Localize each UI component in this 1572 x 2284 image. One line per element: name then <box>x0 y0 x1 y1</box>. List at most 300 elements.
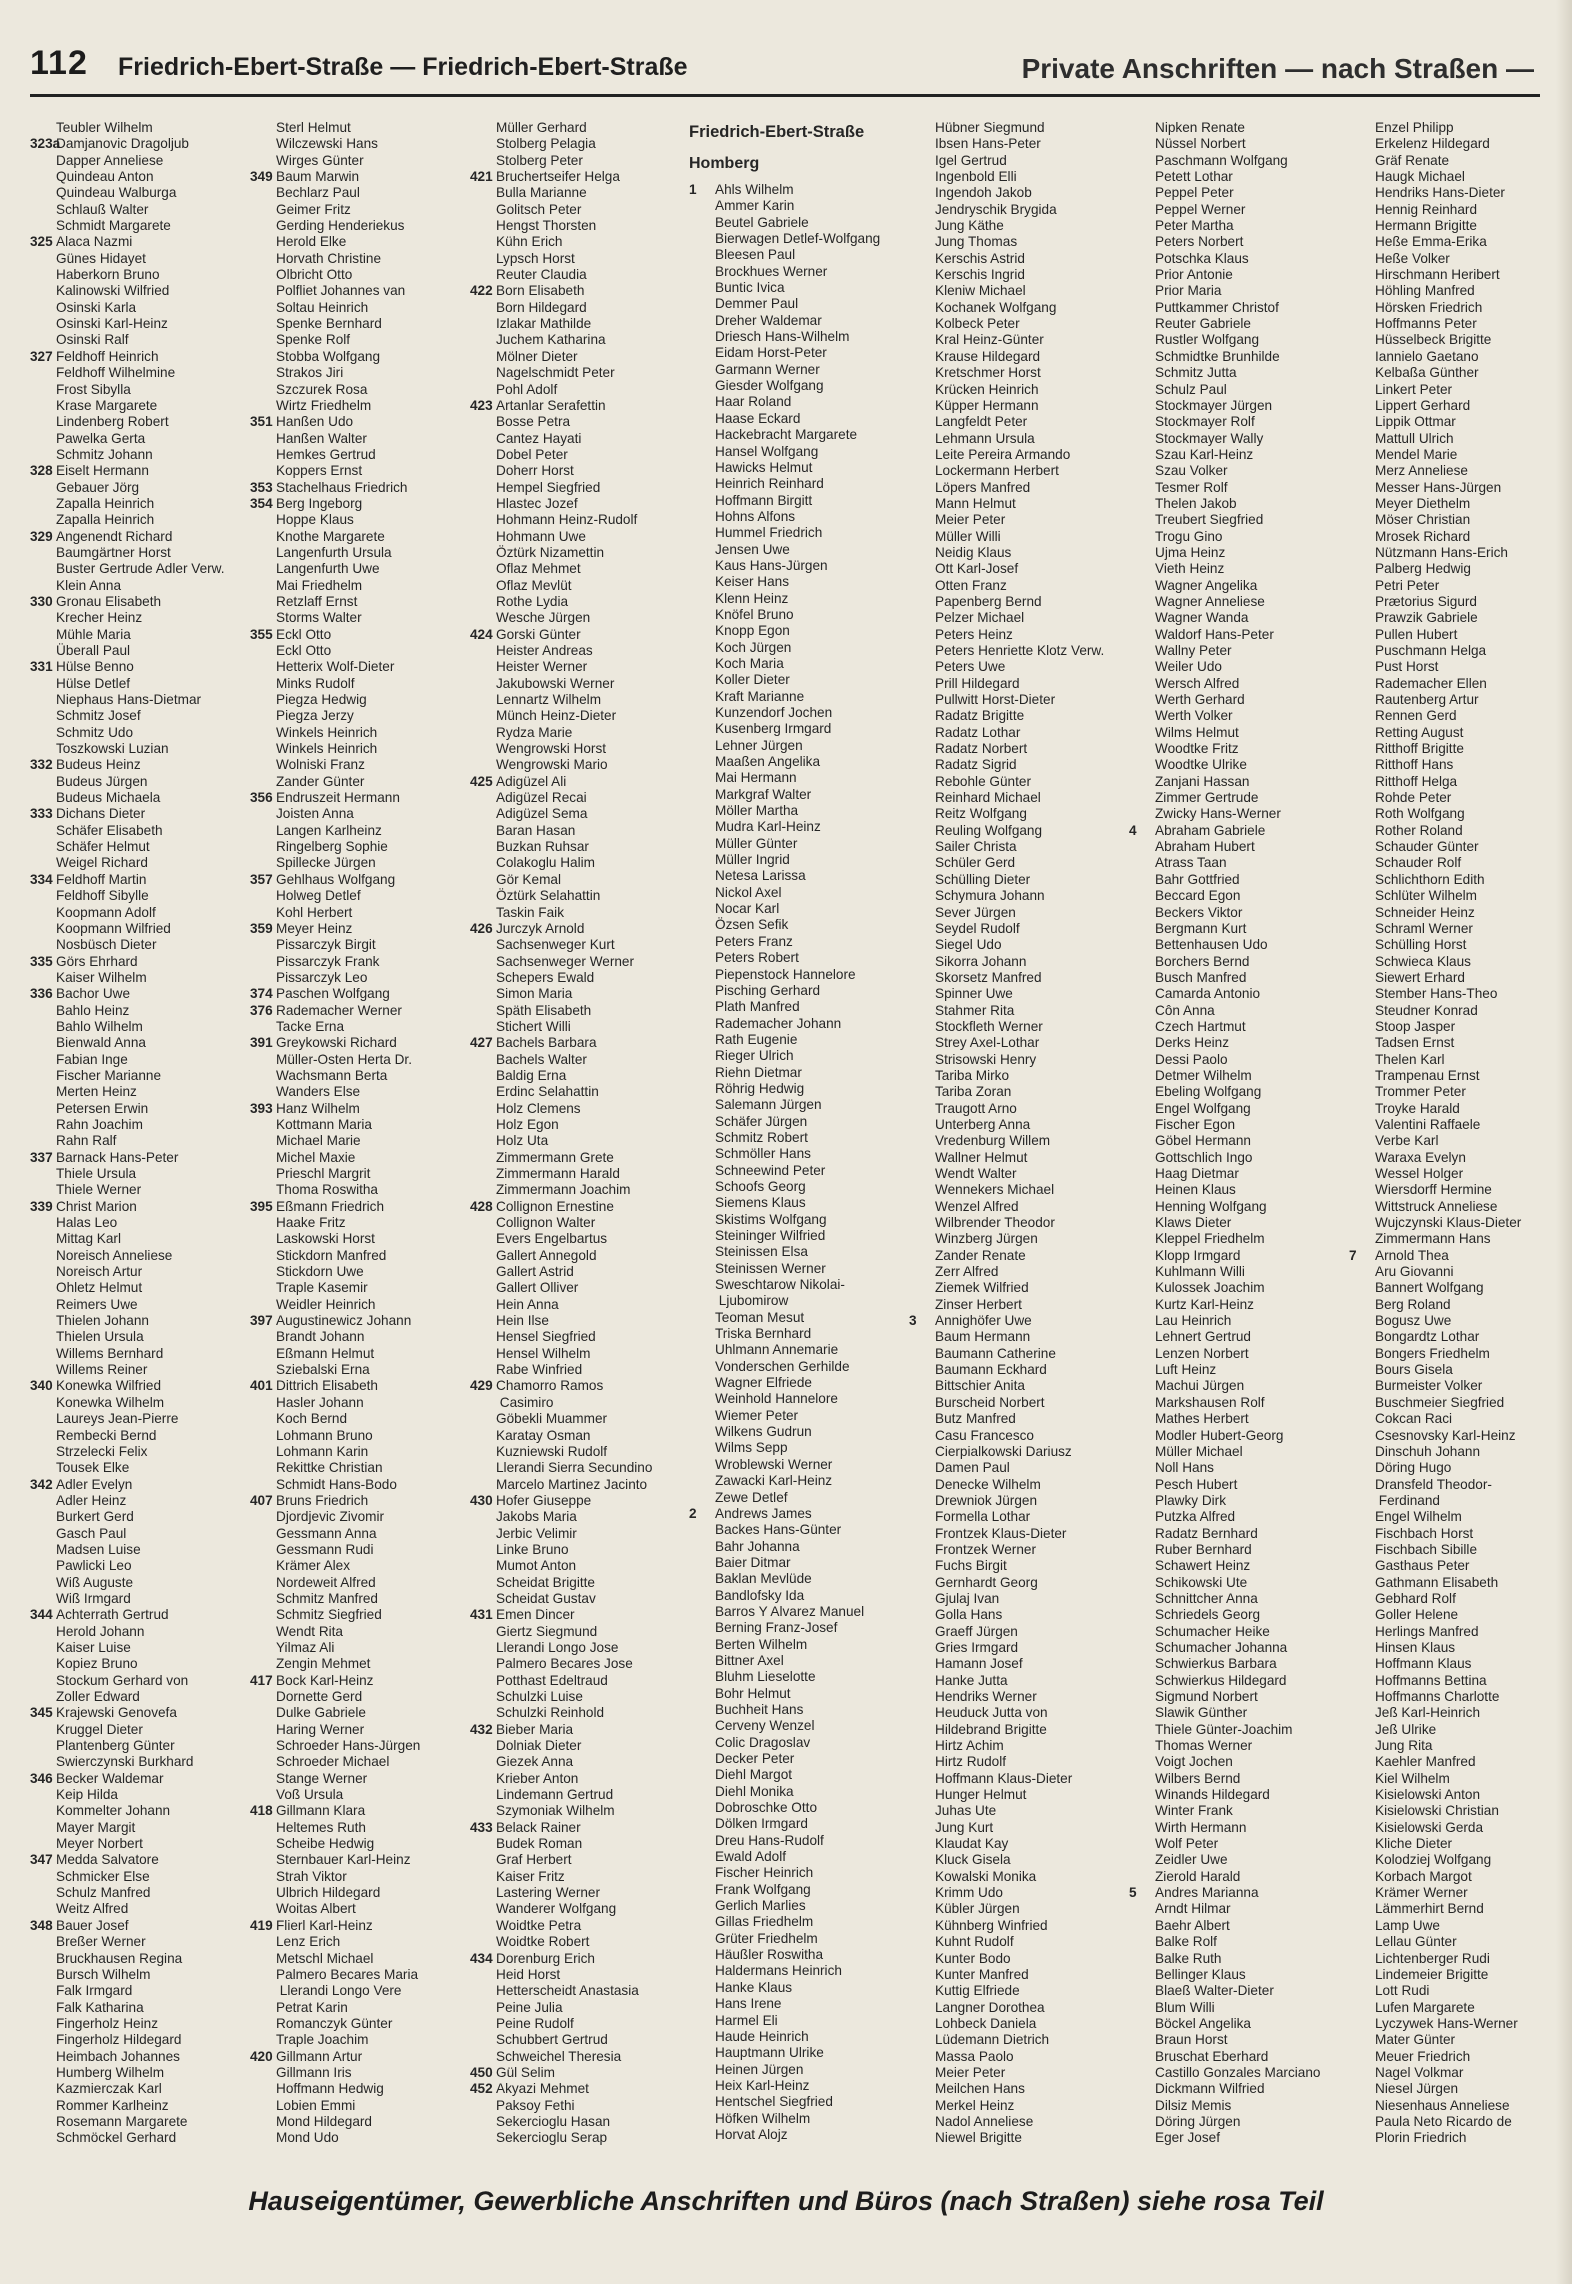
resident-name: Nordeweit Alfred <box>276 1574 376 1590</box>
address-entry <box>1129 1477 1349 1493</box>
address-entry <box>1129 267 1349 283</box>
resident-name: Uhlmann Annemarie <box>715 1342 839 1358</box>
address-entry <box>1129 1444 1349 1460</box>
address-entry <box>909 1803 1129 1819</box>
address-entry <box>689 215 909 231</box>
resident-name: Pawlicki Leo <box>56 1558 132 1574</box>
house-number: 335 <box>30 953 53 969</box>
district-heading: Homberg <box>689 155 760 172</box>
resident-name: Gerding Henderiekus <box>276 218 405 234</box>
resident-name: Wolf Peter <box>1155 1836 1219 1852</box>
address-entry <box>30 1656 250 1672</box>
resident-name: Teubler Wilhelm <box>56 120 153 135</box>
address-entry <box>250 610 470 626</box>
resident-name: Schumacher Heike <box>1155 1623 1270 1639</box>
address-entry <box>470 251 689 267</box>
resident-name: Wilms Sepp <box>715 1440 788 1456</box>
resident-name: Treubert Siegfried <box>1155 512 1264 528</box>
address-entry <box>689 721 909 737</box>
resident-name: Gorski Günter <box>496 626 581 642</box>
address-entry <box>30 1182 250 1198</box>
resident-name: Baier Ditmar <box>715 1554 791 1570</box>
address-entry <box>470 561 689 577</box>
resident-name: Hummel Friedrich <box>715 525 823 541</box>
address-entry <box>30 1166 250 1182</box>
address-entry <box>30 1297 250 1313</box>
address-entry <box>689 1588 909 1604</box>
address-entry <box>470 1705 689 1721</box>
address-entry <box>909 986 1129 1002</box>
address-entry <box>1349 1313 1545 1329</box>
resident-name: Schepers Ewald <box>496 969 595 985</box>
resident-name: Otten Franz <box>935 577 1007 593</box>
resident-name: Gronau Elisabeth <box>56 593 162 609</box>
resident-name: Noll Hans <box>1155 1460 1214 1476</box>
address-entry <box>250 218 470 234</box>
resident-name: Hoffmann Klaus <box>1375 1656 1472 1672</box>
resident-name: Ljubomirow <box>715 1293 789 1309</box>
resident-name: Wanderer Wolfgang <box>496 1901 617 1917</box>
address-entry <box>250 496 470 512</box>
resident-name: Schriedels Georg <box>1155 1607 1261 1623</box>
house-number: 344 <box>30 1607 53 1623</box>
address-entry <box>1129 1607 1349 1623</box>
resident-name: Baumgärtner Horst <box>56 544 171 560</box>
resident-name: Wolniski Franz <box>276 757 365 773</box>
resident-name: Werth Gerhard <box>1155 692 1245 708</box>
resident-name: Pohl Adolf <box>496 381 558 397</box>
address-entry <box>1349 676 1545 692</box>
resident-name: Feldhoff Heinrich <box>56 348 159 364</box>
address-entry <box>470 594 689 610</box>
address-entry <box>30 627 250 643</box>
address-entry <box>470 839 689 855</box>
resident-name: Reimers Uwe <box>56 1296 138 1312</box>
address-entry <box>909 725 1129 741</box>
address-entry <box>470 1346 689 1362</box>
address-entry <box>470 823 689 839</box>
resident-name: Knothe Margarete <box>276 528 385 544</box>
resident-name: Lennartz Wilhelm <box>496 692 602 708</box>
resident-name: Gebauer Jörg <box>56 479 140 495</box>
address-entry <box>1349 1068 1545 1084</box>
address-entry <box>1349 2016 1545 2032</box>
address-entry <box>689 1146 909 1162</box>
address-entry <box>470 169 689 185</box>
resident-name: Lindemeier Brigitte <box>1375 1966 1489 1982</box>
resident-name: Weiler Udo <box>1155 659 1222 675</box>
address-entry <box>1349 1983 1545 1999</box>
resident-name: Plorin Friedrich <box>1375 2130 1467 2146</box>
address-entry <box>250 1526 470 1542</box>
address-entry <box>1129 692 1349 708</box>
resident-name: Stockmayer Jürgen <box>1155 397 1273 413</box>
address-entry <box>1349 937 1545 953</box>
address-entry <box>470 1215 689 1231</box>
resident-name: Gillmann Artur <box>276 2048 363 2064</box>
resident-name: Bienwald Anna <box>56 1035 146 1051</box>
address-entry <box>909 283 1129 299</box>
resident-name: Abraham Hubert <box>1155 839 1255 855</box>
resident-name: Haase Eckard <box>715 410 801 426</box>
address-entry <box>250 1771 470 1787</box>
address-entry <box>689 868 909 884</box>
resident-name: Löpers Manfred <box>935 479 1031 495</box>
resident-name: Schäfer Elisabeth <box>56 822 163 838</box>
resident-name: Jung Käthe <box>935 218 1004 234</box>
address-entry <box>689 1963 909 1979</box>
address-entry <box>1129 169 1349 185</box>
resident-name: Müller Günter <box>715 835 798 851</box>
address-entry <box>909 1983 1129 1999</box>
resident-name: Siemens Klaus <box>715 1195 806 1211</box>
resident-name: Winands Hildegard <box>1155 1787 1270 1803</box>
address-entry <box>30 937 250 953</box>
address-entry <box>1349 2032 1545 2048</box>
resident-name: Peters Robert <box>715 950 799 966</box>
address-entry <box>470 1509 689 1525</box>
address-entry <box>909 855 1129 871</box>
address-entry <box>250 1084 470 1100</box>
address-entry <box>909 708 1129 724</box>
resident-name: Hasler Johann <box>276 1394 364 1410</box>
address-entry <box>250 757 470 773</box>
address-entry <box>250 283 470 299</box>
resident-name: Heinen Jürgen <box>715 2061 804 2077</box>
address-entry <box>689 1065 909 1081</box>
resident-name: Möser Christian <box>1375 512 1471 528</box>
resident-name: Radatz Brigitte <box>935 708 1025 724</box>
address-entry <box>1349 251 1545 267</box>
address-entry <box>1129 2130 1349 2146</box>
resident-name: Hülse Detlef <box>56 675 131 691</box>
address-entry <box>250 1934 470 1950</box>
address-entry <box>250 1852 470 1868</box>
resident-name: Rath Eugenie <box>715 1031 798 1047</box>
address-entry <box>30 1967 250 1983</box>
resident-name: Ebeling Wolfgang <box>1155 1084 1262 1100</box>
resident-name: Mond Udo <box>276 2130 339 2146</box>
resident-name: Mrosek Richard <box>1375 528 1471 544</box>
address-entry <box>1129 594 1349 610</box>
resident-name: Wirtz Friedhelm <box>276 397 372 413</box>
resident-name: Burkert Gerd <box>56 1509 134 1525</box>
address-entry <box>30 888 250 904</box>
address-entry <box>470 218 689 234</box>
address-entry <box>689 1947 909 1963</box>
resident-name: Hanßen Walter <box>276 430 367 446</box>
address-entry <box>470 1101 689 1117</box>
address-entry <box>30 1885 250 1901</box>
address-entry <box>30 741 250 757</box>
address-entry <box>30 692 250 708</box>
resident-name: Woidtke Robert <box>496 1934 590 1950</box>
resident-name: Lockermann Herbert <box>935 463 1059 479</box>
resident-name: Dichans Dieter <box>56 806 146 822</box>
address-entry <box>30 512 250 528</box>
address-entry <box>1349 578 1545 594</box>
address-entry <box>250 986 470 1002</box>
address-entry <box>250 855 470 871</box>
resident-name: Sachsenweger Werner <box>496 953 635 969</box>
resident-name: Horvath Christine <box>276 250 382 266</box>
address-entry <box>1129 1803 1349 1819</box>
address-entry <box>470 1689 689 1705</box>
address-entry <box>470 202 689 218</box>
address-entry <box>1129 1673 1349 1689</box>
address-entry <box>689 460 909 476</box>
resident-name: Mühle Maria <box>56 626 131 642</box>
address-entry <box>909 1738 1129 1754</box>
address-entry <box>909 1673 1129 1689</box>
resident-name: Lüdemann Dietrich <box>935 2032 1050 2048</box>
resident-name: Gebhard Rolf <box>1375 1590 1456 1606</box>
resident-name: Blum Willi <box>1155 1999 1215 2015</box>
resident-name: Jurczyk Arnold <box>496 920 585 936</box>
resident-name: Pelzer Michael <box>935 610 1025 626</box>
address-entry <box>250 398 470 414</box>
resident-name: Oflaz Mevlüt <box>496 577 572 593</box>
resident-name: Peters Franz <box>715 933 793 949</box>
resident-name: Petett Lothar <box>1155 169 1233 185</box>
address-entry <box>1129 1150 1349 1166</box>
resident-name: Swierczynski Burkhard <box>56 1754 194 1770</box>
resident-name: Riehn Dietmar <box>715 1064 802 1080</box>
resident-name: Schulz Manfred <box>56 1885 151 1901</box>
address-entry <box>689 313 909 329</box>
address-entry <box>1129 1182 1349 1198</box>
resident-name: Baehr Albert <box>1155 1917 1230 1933</box>
address-entry <box>1129 1591 1349 1607</box>
address-entry <box>30 447 250 463</box>
address-entry <box>689 1980 909 1996</box>
address-entry <box>909 2000 1129 2016</box>
address-entry <box>909 1624 1129 1640</box>
address-entry <box>1349 1199 1545 1215</box>
address-entry <box>1129 218 1349 234</box>
resident-name: Ruber Bernhard <box>1155 1541 1252 1557</box>
address-entry <box>689 2111 909 2127</box>
resident-name: Hetterix Wolf-Dieter <box>276 659 395 675</box>
address-entry <box>30 2000 250 2016</box>
resident-name: Peine Julia <box>496 1999 563 2015</box>
resident-name: Belack Rainer <box>496 1819 581 1835</box>
resident-name: Putzka Alfred <box>1155 1509 1236 1525</box>
resident-name: Wenzel Alfred <box>935 1198 1019 1214</box>
address-entry <box>909 1460 1129 1476</box>
resident-name: Bruschat Eberhard <box>1155 2048 1269 2064</box>
resident-name: Djordjevic Zivomir <box>276 1509 385 1525</box>
resident-name: Klaws Dieter <box>1155 1215 1232 1231</box>
resident-name: Troyke Harald <box>1375 1100 1460 1116</box>
address-entry <box>1129 1003 1349 1019</box>
address-entry <box>30 283 250 299</box>
address-column-6 <box>1129 120 1349 2150</box>
resident-name: Trampenau Ernst <box>1375 1067 1480 1083</box>
address-entry <box>470 1003 689 1019</box>
address-entry <box>1349 1346 1545 1362</box>
address-entry <box>1349 1182 1545 1198</box>
address-entry <box>30 970 250 986</box>
address-entry <box>1129 365 1349 381</box>
resident-name: Müller Willi <box>935 528 1001 544</box>
address-entry <box>909 1068 1129 1084</box>
resident-name: Keiser Hans <box>715 574 790 590</box>
address-entry <box>470 2114 689 2130</box>
address-entry <box>1349 1101 1545 1117</box>
resident-name: Erkelenz Hildegard <box>1375 136 1490 152</box>
resident-name: Fischer Heinrich <box>715 1865 814 1881</box>
address-entry <box>30 1722 250 1738</box>
address-entry <box>689 1408 909 1424</box>
resident-name: Wilkens Gudrun <box>715 1424 812 1440</box>
resident-name: Lehnert Gertrud <box>1155 1329 1251 1345</box>
resident-name: Stickdorn Uwe <box>276 1264 364 1280</box>
resident-name: Strey Axel-Lothar <box>935 1035 1040 1051</box>
resident-name: Baldig Erna <box>496 1067 567 1083</box>
address-entry <box>1349 1951 1545 1967</box>
resident-name: Wennekers Michael <box>935 1182 1055 1198</box>
resident-name: Tadsen Ernst <box>1375 1035 1455 1051</box>
address-entry <box>1129 1329 1349 1345</box>
address-entry <box>909 1558 1129 1574</box>
address-entry <box>1129 1280 1349 1296</box>
resident-name: Hein Ilse <box>496 1313 549 1329</box>
resident-name: Rahn Ralf <box>56 1133 117 1149</box>
resident-name: Atrass Taan <box>1155 855 1227 871</box>
resident-name: Linkert Peter <box>1375 381 1453 397</box>
address-entry <box>1129 1215 1349 1231</box>
address-entry <box>30 398 250 414</box>
resident-name: Schlüter Wilhelm <box>1375 888 1477 904</box>
address-entry <box>1349 2081 1545 2097</box>
address-entry <box>689 558 909 574</box>
address-entry <box>470 431 689 447</box>
address-entry <box>1349 1558 1545 1574</box>
resident-name: Sekercioglu Serap <box>496 2130 608 2146</box>
address-entry <box>1349 431 1545 447</box>
resident-name: Beckers Viktor <box>1155 904 1243 920</box>
address-entry <box>30 1951 250 1967</box>
resident-name: Traugott Arno <box>935 1100 1017 1116</box>
resident-name: Brandt Johann <box>276 1329 365 1345</box>
address-entry <box>1349 1395 1545 1411</box>
resident-name: Denecke Wilhelm <box>935 1476 1041 1492</box>
address-entry <box>909 774 1129 790</box>
address-entry <box>909 1133 1129 1149</box>
address-entry <box>909 398 1129 414</box>
address-entry <box>689 1571 909 1587</box>
resident-name: Kommelter Johann <box>56 1803 171 1819</box>
resident-name: Petri Peter <box>1375 577 1440 593</box>
resident-name: Dilsiz Memis <box>1155 2097 1232 2113</box>
address-entry <box>689 1637 909 1653</box>
resident-name: Rieger Ulrich <box>715 1048 794 1064</box>
house-number: 433 <box>470 1819 493 1835</box>
address-entry <box>470 921 689 937</box>
house-number: 5 <box>1129 1885 1137 1901</box>
resident-name: Zoller Edward <box>56 1689 140 1704</box>
house-number: 327 <box>30 348 53 364</box>
address-entry <box>909 120 1129 136</box>
resident-name: Frank Wolfgang <box>715 1881 811 1897</box>
resident-name: Artanlar Serafettin <box>496 397 606 413</box>
address-entry <box>909 1444 1129 1460</box>
resident-name: Stockmayer Rolf <box>1155 414 1255 430</box>
address-entry <box>470 1656 689 1672</box>
address-entry <box>470 741 689 757</box>
resident-name: Thiele Werner <box>56 1182 142 1198</box>
resident-name: Pullen Hubert <box>1375 626 1458 642</box>
address-entry <box>250 1803 470 1819</box>
resident-name: Wiß Irmgard <box>56 1590 131 1606</box>
resident-name: Sterl Helmut <box>276 120 351 135</box>
address-entry <box>689 525 909 541</box>
house-number: 407 <box>250 1492 273 1508</box>
house-number: 418 <box>250 1803 273 1819</box>
address-entry <box>1349 447 1545 463</box>
resident-name: Busch Manfred <box>1155 969 1247 985</box>
resident-name: Machui Jürgen <box>1155 1378 1245 1394</box>
address-entry <box>30 202 250 218</box>
resident-name: Rebohle Günter <box>935 773 1031 789</box>
resident-name: Kiel Wilhelm <box>1375 1770 1450 1786</box>
resident-name: Angenendt Richard <box>56 528 173 544</box>
resident-name: Juhas Ute <box>935 1803 997 1819</box>
house-number: 450 <box>470 2064 493 2080</box>
address-entry <box>1129 1428 1349 1444</box>
address-entry <box>30 496 250 512</box>
address-entry <box>1349 1329 1545 1345</box>
address-entry <box>250 202 470 218</box>
resident-name: Eßmann Friedrich <box>276 1198 385 1214</box>
address-entry <box>250 2065 470 2081</box>
resident-name: Gallert Annegold <box>496 1247 597 1263</box>
address-entry <box>1129 2016 1349 2032</box>
resident-name: Hülse Benno <box>56 659 134 675</box>
address-entry <box>30 1918 250 1934</box>
address-entry <box>1129 921 1349 937</box>
address-entry <box>909 414 1129 430</box>
address-entry <box>250 1493 470 1509</box>
resident-name: Teoman Mesut <box>715 1309 805 1325</box>
footer-note: Hauseigentümer, Gewerbliche Anschriften und Büros (nach Straßen) siehe rosa Teil <box>248 2186 1324 2216</box>
address-entry <box>30 2098 250 2114</box>
resident-name: Tariba Zoran <box>935 1084 1012 1100</box>
resident-name: Müller Gerhard <box>496 120 587 135</box>
address-entry <box>1349 872 1545 888</box>
page-edge-shadow <box>1556 0 1572 2284</box>
address-entry <box>1349 725 1545 741</box>
address-entry <box>1349 1133 1545 1149</box>
address-entry <box>1349 1738 1545 1754</box>
resident-name: Spinner Uwe <box>935 986 1013 1002</box>
resident-name: Joisten Anna <box>276 806 354 822</box>
resident-name: Budeus Michaela <box>56 790 161 806</box>
resident-name: Detmer Wilhelm <box>1155 1067 1252 1083</box>
resident-name: Meier Peter <box>935 2064 1006 2080</box>
address-entry <box>909 480 1129 496</box>
resident-name: Zanjani Hassan <box>1155 773 1250 789</box>
resident-name: Potthast Edeltraud <box>496 1672 608 1688</box>
address-entry <box>470 1019 689 1035</box>
resident-name: Reitz Wolfgang <box>935 806 1027 822</box>
address-entry <box>250 136 470 152</box>
address-entry <box>250 1248 470 1264</box>
resident-name: Schäfer Helmut <box>56 839 150 855</box>
address-entry <box>1129 1101 1349 1117</box>
address-entry <box>1129 1787 1349 1803</box>
